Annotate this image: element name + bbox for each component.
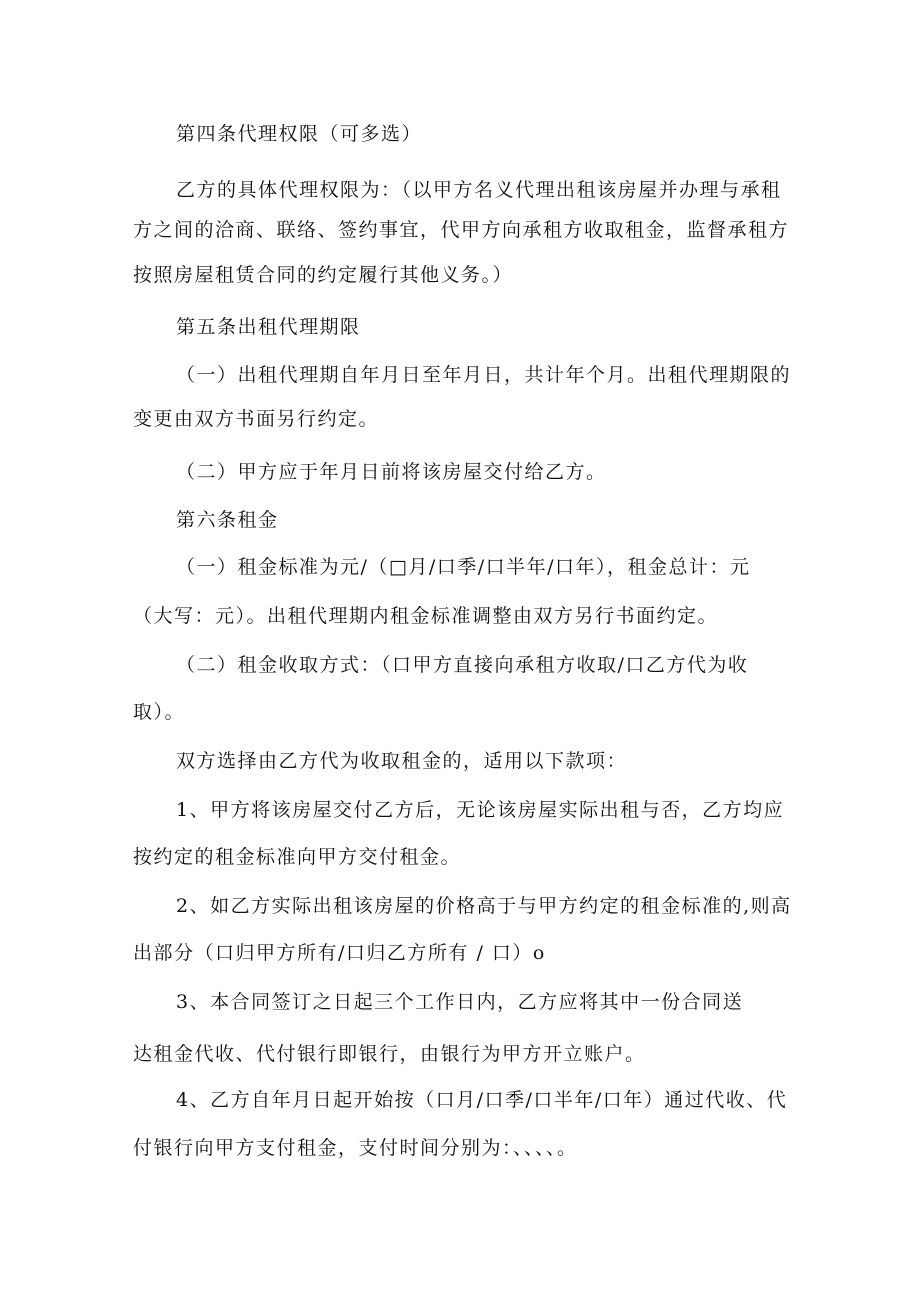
paragraph-line: 取）。	[133, 701, 186, 723]
paragraph-line: 达租金代收、代付银行即银行，由银行为甲方开立账户。	[133, 1043, 646, 1065]
paragraph-line: 付银行向甲方支付租金，支付时间分别为：、、、、。	[133, 1137, 578, 1159]
paragraph-line: 2、如乙方实际出租该房屋的价格高于与甲方约定的租金标准的,则高	[176, 895, 792, 917]
paragraph-line: 4、乙方自年月日起开始按（口月/口季/口半年/口年）通过代收、代	[176, 1089, 788, 1111]
paragraph-line: （大写：元）。出租代理期内租金标准调整由双方另行书面约定。	[133, 605, 719, 627]
paragraph-line: 按约定的租金标准向甲方交付租金。	[133, 846, 462, 868]
paragraph-line: 乙方的具体代理权限为：（以甲方名义代理出租该房屋并办理与承租	[176, 179, 782, 201]
paragraph-line: 3、本合同签订之日起三个工作日内，乙方应将其中一份合同送	[176, 991, 744, 1013]
paragraph-line: （二）租金收取方式：（口甲方直接向承租方收取/口乙方代为收	[176, 654, 749, 676]
paragraph-line: 双方选择由乙方代为收取租金的，适用以下款项：	[176, 750, 628, 772]
paragraph-line: （一）租金标准为元/（□月/口季/口半年/口年），租金总计：元	[176, 556, 751, 578]
paragraph-line: 按照房屋租赁合同的约定履行其他义务。）	[133, 264, 514, 286]
article-4-heading: 第四条代理权限（可多选）	[176, 123, 423, 145]
article-6-heading: 第六条租金	[176, 509, 279, 531]
paragraph-line: 出部分（口归甲方所有/口归乙方所有 / 口）o	[133, 942, 546, 964]
paragraph-line: 变更由双方书面另行约定。	[133, 408, 380, 430]
paragraph-line: （一）出租代理期自年月日至年月日，共计年个月。出租代理期限的	[176, 364, 792, 386]
paragraph-line: 1、甲方将该房屋交付乙方后，无论该房屋实际出租与否，乙方均应	[176, 799, 785, 821]
paragraph-line: （二）甲方应于年月日前将该房屋交付给乙方。	[176, 461, 607, 483]
article-5-heading: 第五条出租代理期限	[176, 316, 361, 338]
paragraph-line: 方之间的洽商、联络、签约事宜，代甲方向承租方收取租金，监督承租方	[133, 219, 790, 241]
